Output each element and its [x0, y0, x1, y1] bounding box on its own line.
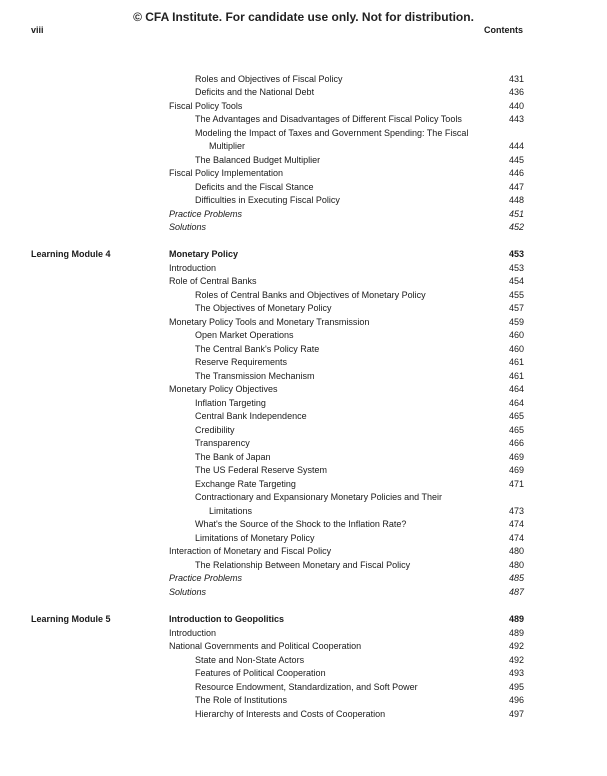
module-label: Learning Module 5: [31, 614, 111, 624]
toc-entry-solutions[interactable]: Solutions 452: [169, 222, 524, 232]
toc-entry[interactable]: National Governments and Political Cooperation 492: [169, 641, 524, 651]
toc-entry[interactable]: The Balanced Budget Multiplier 445: [195, 155, 524, 165]
page-number: viii: [31, 25, 44, 35]
toc-entry[interactable]: Inflation Targeting 464: [195, 398, 524, 408]
module-title[interactable]: Introduction to Geopolitics 489: [169, 614, 524, 624]
toc-entry[interactable]: Roles and Objectives of Fiscal Policy 431: [195, 74, 524, 84]
toc-entry[interactable]: Fiscal Policy Implementation 446: [169, 168, 524, 178]
toc-entry[interactable]: The Relationship Between Monetary and Fiscal Policy 480: [195, 560, 524, 570]
toc-entry[interactable]: Interaction of Monetary and Fiscal Policy 480: [169, 546, 524, 556]
module-title[interactable]: Monetary Policy 453: [169, 249, 524, 259]
toc-entry[interactable]: The Bank of Japan 469: [195, 452, 524, 462]
copyright-notice: © CFA Institute. For candidate use only. Not for distribution.: [133, 10, 474, 24]
toc-entry[interactable]: The Central Bank's Policy Rate 460: [195, 344, 524, 354]
toc-entry[interactable]: The Transmission Mechanism 461: [195, 371, 524, 381]
toc-entry[interactable]: Role of Central Banks 454: [169, 276, 524, 286]
toc-entry[interactable]: Transparency 466: [195, 438, 524, 448]
toc-entry-continuation[interactable]: Limitations 473: [209, 506, 524, 516]
toc-entry[interactable]: Credibility 465: [195, 425, 524, 435]
toc-entry[interactable]: Introduction 453: [169, 263, 524, 273]
toc-entry[interactable]: Introduction 489: [169, 628, 524, 638]
toc-entry[interactable]: Deficits and the Fiscal Stance 447: [195, 182, 524, 192]
toc-entry[interactable]: Central Bank Independence 465: [195, 411, 524, 421]
toc-entry[interactable]: Hierarchy of Interests and Costs of Cooperation 497: [195, 709, 524, 719]
toc-entry[interactable]: What's the Source of the Shock to the Inflation Rate? 474: [195, 519, 524, 529]
toc-entry[interactable]: Modeling the Impact of Taxes and Government Spending: The Fiscal: [195, 128, 469, 138]
toc-entry[interactable]: Monetary Policy Objectives 464: [169, 384, 524, 394]
toc-entry-practice-problems[interactable]: Practice Problems 485: [169, 573, 524, 583]
toc-entry[interactable]: Reserve Requirements 461: [195, 357, 524, 367]
toc-entry-continuation[interactable]: Multiplier 444: [209, 141, 524, 151]
toc-entry[interactable]: The Advantages and Disadvantages of Different Fiscal Policy Tools 443: [195, 114, 524, 124]
toc-entry[interactable]: The Role of Institutions 496: [195, 695, 524, 705]
toc-entry-practice-problems[interactable]: Practice Problems 451: [169, 209, 524, 219]
toc-entry[interactable]: Fiscal Policy Tools 440: [169, 101, 524, 111]
toc-entry[interactable]: Monetary Policy Tools and Monetary Transmission 459: [169, 317, 524, 327]
toc-entry[interactable]: Difficulties in Executing Fiscal Policy 448: [195, 195, 524, 205]
toc-entry[interactable]: The US Federal Reserve System 469: [195, 465, 524, 475]
toc-entry[interactable]: State and Non-State Actors 492: [195, 655, 524, 665]
toc-entry[interactable]: Exchange Rate Targeting 471: [195, 479, 524, 489]
toc-entry[interactable]: The Objectives of Monetary Policy 457: [195, 303, 524, 313]
toc-entry[interactable]: Limitations of Monetary Policy 474: [195, 533, 524, 543]
toc-entry[interactable]: Contractionary and Expansionary Monetary Policies and Their: [195, 492, 442, 502]
toc-entry[interactable]: Features of Political Cooperation 493: [195, 668, 524, 678]
toc-entry[interactable]: Roles of Central Banks and Objectives of Monetary Policy 455: [195, 290, 524, 300]
toc-entry[interactable]: Deficits and the National Debt 436: [195, 87, 524, 97]
toc-entry-solutions[interactable]: Solutions 487: [169, 587, 524, 597]
running-head: Contents: [484, 25, 523, 35]
module-label: Learning Module 4: [31, 249, 111, 259]
toc-entry[interactable]: Resource Endowment, Standardization, and Soft Power 495: [195, 682, 524, 692]
toc-entry[interactable]: Open Market Operations 460: [195, 330, 524, 340]
